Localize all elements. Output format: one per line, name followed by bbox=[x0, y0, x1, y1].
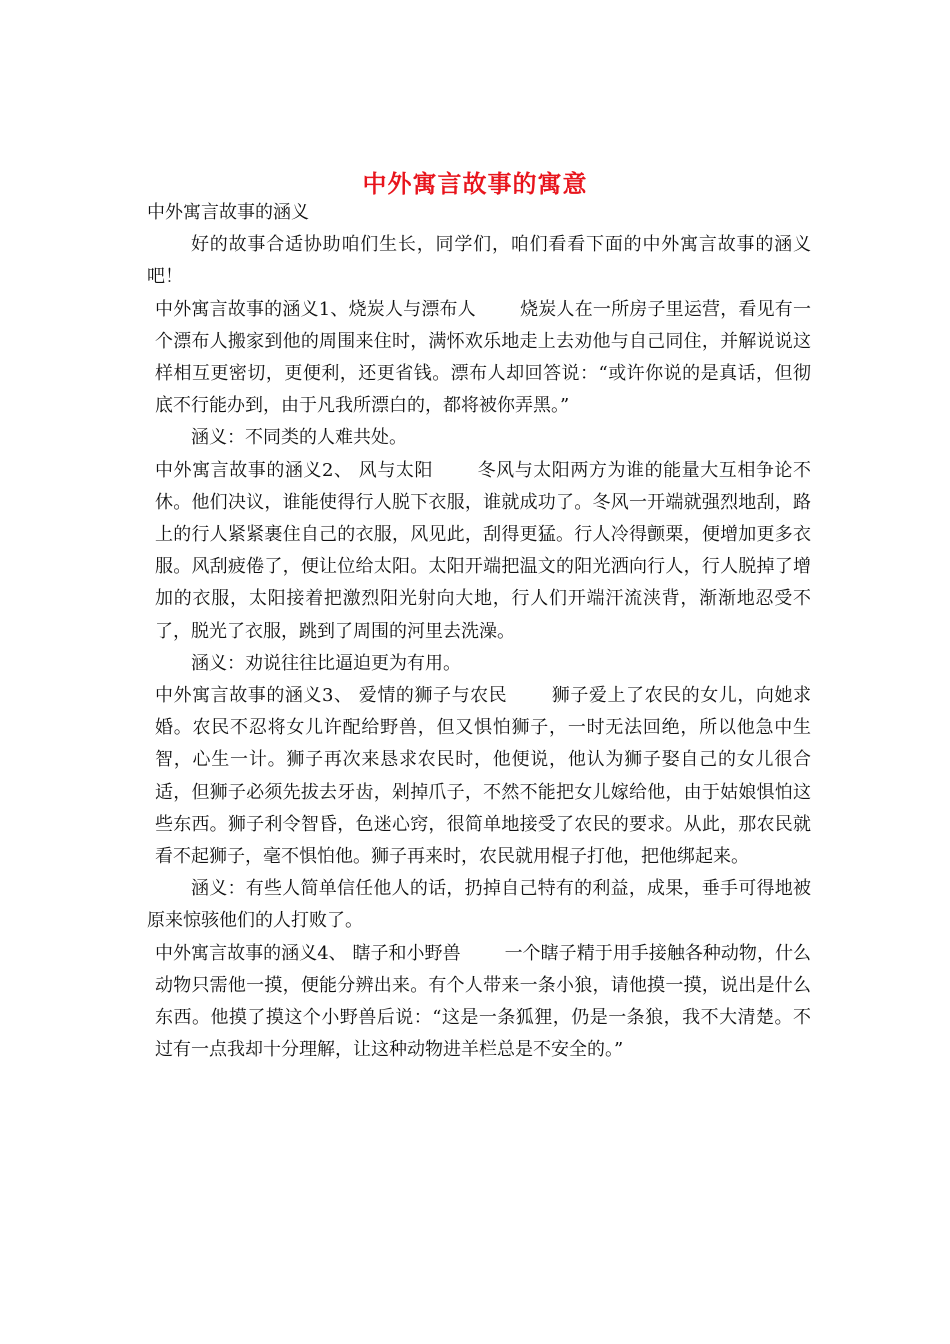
story-body: 一个瞎子精于用手接触各种动物，什么动物只需他一摸，便能分辨出来。有个人带来一条小狼，请他摸一摸，说出是什么东西。他摸了摸这个小野兽后说：“这是一条狐狸，仍是一条狼，我不大清楚。不过有一点我却十分理解，让这种动物进羊栏总是不安全的。” bbox=[155, 942, 811, 1061]
document-title: 中外寓言故事的寓意 bbox=[362, 169, 588, 199]
story-paragraph bbox=[147, 455, 811, 648]
story-heading: 中外寓言故事的涵义1、烧炭人与漂布人 bbox=[155, 298, 476, 320]
story-moral: 涵义：劝说往往比逼迫更为有用。 bbox=[191, 652, 461, 674]
document-body bbox=[147, 197, 811, 1066]
story-heading: 中外寓言故事的涵义2、 风与太阳 bbox=[155, 459, 434, 481]
story-paragraph bbox=[147, 680, 811, 873]
story-body: 狮子爱上了农民的女儿，向她求婚。农民不忍将女儿许配给野兽，但又惧怕狮子，一时无法回绝，所以他急中生智，心生一计。狮子再次来恳求农民时，他便说，他认为狮子娶自己的女儿很合适，但狮子必须先拔去牙齿，剁掉爪子，不然不能把女儿嫁给他，由于姑娘惧怕这些东西。狮子利令智昏，色迷心窍，很简单地接受了农民的要求。从此，那农民就看不起狮子，毫不惧怕他。狮子再来时，农民就用棍子打他，把他绑起来。 bbox=[155, 685, 811, 868]
story-body: 烧炭人在一所房子里运营，看见有一个漂布人搬家到他的周围来住时，满怀欢乐地走上去劝他与自己同住，并解说说这样相互更密切，更便利，还更省钱。漂布人却回答说：“或许你说的是真话，但彻底不行能办到，由于凡我所漂白的，都将被你弄黑。” bbox=[155, 298, 812, 417]
story-moral: 涵义：有些人简单信任他人的话，扔掉自己特有的利益，成果，垂手可得地被原来惊骇他们的人打败了。 bbox=[147, 878, 811, 932]
story-heading: 中外寓言故事的涵义3、 爱情的狮子与农民 bbox=[155, 685, 508, 707]
intro-paragraph: 好的故事合适协助咱们生长，同学们，咱们看看下面的中外寓言故事的涵义吧！ bbox=[147, 234, 811, 288]
story-paragraph bbox=[147, 294, 811, 423]
story-body: 冬风与太阳两方为谁的能量大互相争论不休。他们决议，谁能使得行人脱下衣服，谁就成功了。冬风一开端就强烈地刮，路上的行人紧紧裹住自己的衣服，风见此，刮得更猛。行人冷得颤栗，便增加更多衣服。风刮疲倦了，便让位给太阳。太阳开端把温文的阳光洒向行人，行人脱掉了增加的衣服，太阳接着把激烈阳光射向大地，行人们开端汗流浃背，渐渐地忍受不了，脱光了衣服，跳到了周围的河里去洗澡。 bbox=[155, 459, 811, 642]
story-moral: 涵义：不同类的人难共处。 bbox=[191, 427, 407, 449]
story-heading: 中外寓言故事的涵义4、 瞎子和小野兽 bbox=[155, 942, 461, 964]
subtitle: 中外寓言故事的涵义 bbox=[147, 202, 309, 223]
story-paragraph bbox=[147, 938, 811, 1067]
